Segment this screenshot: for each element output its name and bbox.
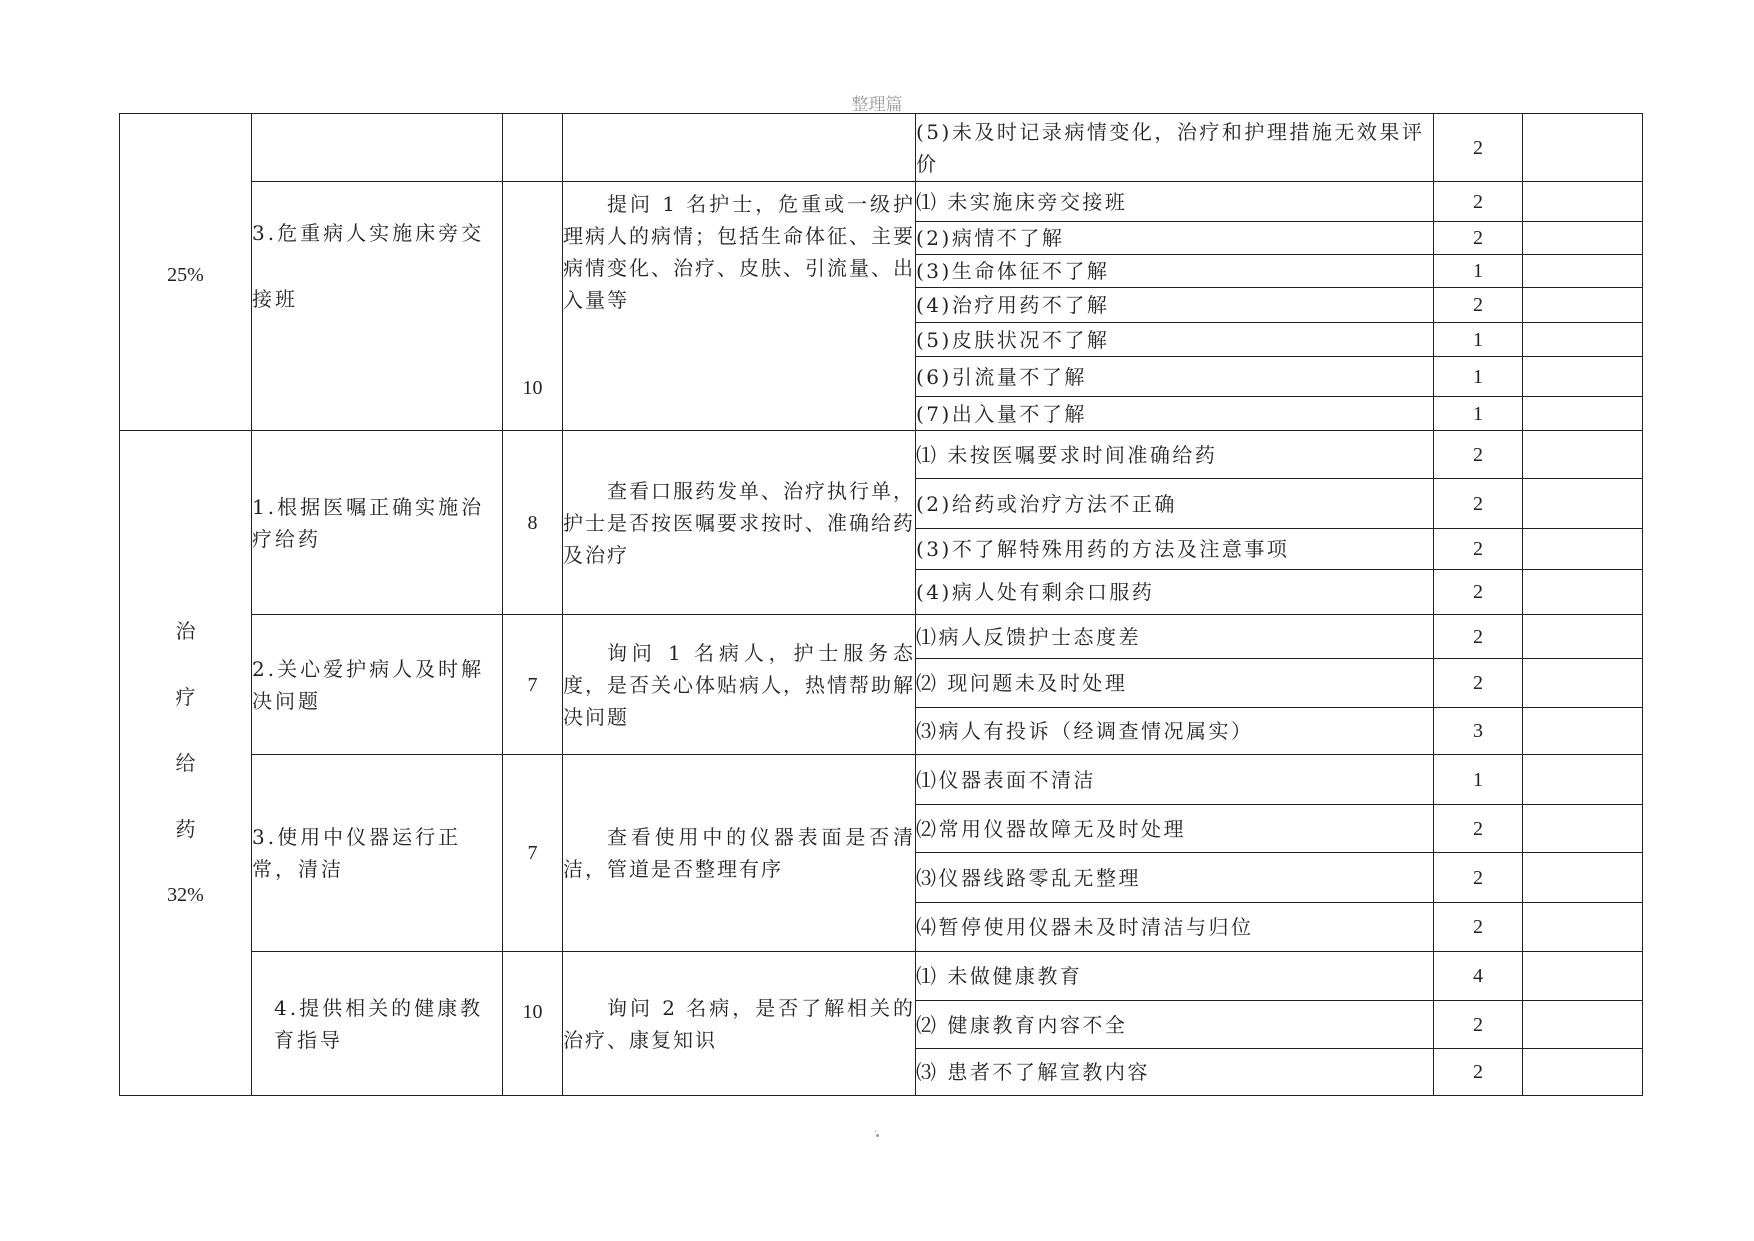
deduction-text: ⑴ 未按医嘱要求时间准确给药 [916,431,1434,479]
category-label [120,431,251,1095]
deduction-text: ⑶病人有投诉（经调查情况属实） [916,708,1434,755]
item-title-cell: 1.根据医嘱正确实施治疗给药 [252,431,503,615]
table-row [120,755,1643,805]
category-cell [120,431,252,1096]
deduction-text: (3)生命体征不了解 [916,255,1434,288]
deduction-text: ⑵ 健康教育内容不全 [916,1001,1434,1049]
deduction-points: 1 [1434,323,1523,357]
deduction-text: (7)出入量不了解 [916,397,1434,431]
remark-cell [1523,222,1643,255]
deduction-text: (3)不了解特殊用药的方法及注意事项 [916,529,1434,570]
item-score-cell [503,114,563,182]
remark-cell [1523,397,1643,431]
item-title-cell [252,114,503,182]
table-row [120,431,1643,479]
deduction-text: (4)治疗用药不了解 [916,288,1434,323]
item-method-cell [563,952,916,1096]
remark-cell [1523,114,1643,182]
remark-cell [1523,659,1643,708]
deduction-points: 2 [1434,1001,1523,1049]
remark-cell [1523,431,1643,479]
item-score-cell: 7 [503,615,563,755]
remark-cell [1523,755,1643,805]
item-method-text: 询问 2 名病，是否了解相关的治疗、康复知识 [563,995,915,1052]
category-cell [120,114,252,431]
remark-cell [1523,952,1643,1001]
remark-cell [1523,1049,1643,1096]
item-method-cell [563,431,916,615]
deduction-points: 2 [1434,114,1523,182]
deduction-points: 2 [1434,853,1523,903]
deduction-points: 2 [1434,431,1523,479]
item-method-text: 查看使用中的仪器表面是否清洁，管道是否整理有序 [563,825,915,881]
item-title-cell: 3.使用中仪器运行正常，清洁 [252,755,503,952]
category-percent: 25% [167,264,204,286]
item-method-cell [563,615,916,755]
table-row [120,114,1643,182]
deduction-points: 2 [1434,529,1523,570]
category-percent: 32% [167,884,204,906]
deduction-text: (6)引流量不了解 [916,357,1434,397]
deduction-text: (2)给药或治疗方法不正确 [916,479,1434,529]
item-method-text: 查看口服药发单、治疗执行单，护士是否按医嘱要求按时、准确给药及治疗 [563,478,915,567]
item-score-cell: 8 [503,431,563,615]
table-row [120,615,1643,659]
remark-cell [1523,182,1643,222]
item-title-cell: 4.提供相关的健康教育指导 [252,952,503,1096]
deduction-text: ⑶仪器线路零乱无整理 [916,853,1434,903]
deduction-points: 1 [1434,255,1523,288]
remark-cell [1523,1001,1643,1049]
remark-cell [1523,255,1643,288]
deduction-points: 2 [1434,903,1523,952]
table-row [120,182,1643,222]
deduction-text: ⑷暂停使用仪器未及时清洁与归位 [916,903,1434,952]
item-method-cell [563,182,916,431]
deduction-text: ⑴ 未实施床旁交接班 [916,182,1434,222]
deduction-points: 1 [1434,357,1523,397]
deduction-text: (4)病人处有剩余口服药 [916,570,1434,615]
remark-cell [1523,805,1643,853]
remark-cell [1523,323,1643,357]
remark-cell [1523,615,1643,659]
item-score-cell: 10 [503,182,563,431]
item-title-cell: 2.关心爱护病人及时解决问题 [252,615,503,755]
deduction-points: 2 [1434,182,1523,222]
deduction-points: 2 [1434,479,1523,529]
deduction-points: 2 [1434,805,1523,853]
item-method-cell [563,114,916,182]
remark-cell [1523,570,1643,615]
deduction-points: 2 [1434,288,1523,323]
remark-cell [1523,479,1643,529]
deduction-text: ⑶ 患者不了解宣教内容 [916,1049,1434,1096]
deduction-points: 1 [1434,397,1523,431]
category-char: 疗 [175,685,196,709]
deduction-points: 2 [1434,570,1523,615]
deduction-text: ⑴仪器表面不清洁 [916,755,1434,805]
deduction-points: 2 [1434,222,1523,255]
table-row [120,952,1643,1001]
page-header: 整理篇 [851,95,903,115]
deduction-text: ⑴ 未做健康教育 [916,952,1434,1001]
remark-cell [1523,708,1643,755]
category-char: 药 [175,817,196,841]
deduction-text: (5)未及时记录病情变化，治疗和护理措施无效果评价 [916,114,1434,182]
deduction-points: 2 [1434,615,1523,659]
deduction-text: (2)病情不了解 [916,222,1434,255]
remark-cell [1523,903,1643,952]
remark-cell [1523,529,1643,570]
remark-cell [1523,288,1643,323]
deduction-points: 1 [1434,755,1523,805]
category-char: 给 [175,751,196,775]
assessment-table [119,113,1643,1096]
item-score-cell: 10 [503,952,563,1096]
deduction-points: 2 [1434,659,1523,708]
remark-cell [1523,357,1643,397]
footer-mark-text: . [874,1124,878,1135]
deduction-text: ⑵常用仪器故障无及时处理 [916,805,1434,853]
item-method-text: 提问 1 名护士，危重或一级护理病人的病情；包括生命体征、主要病情变化、治疗、皮肤、引流量、出入量等 [563,192,915,312]
deduction-text: (5)皮肤状况不了解 [916,323,1434,357]
deduction-text: ⑵ 现问题未及时处理 [916,659,1434,708]
deduction-points: 2 [1434,1049,1523,1096]
item-method-cell [563,755,916,952]
remark-cell [1523,853,1643,903]
deduction-points: 4 [1434,952,1523,1001]
item-title-cell: 3.危重病人实施床旁交接班 [252,182,503,431]
item-method-text: 询问 1 名病人，护士服务态度，是否关心体贴病人，热情帮助解决问题 [563,640,915,729]
deduction-text: ⑴病人反馈护士态度差 [916,615,1434,659]
item-score-cell: 7 [503,755,563,952]
category-char: 治 [175,619,196,643]
deduction-points: 3 [1434,708,1523,755]
